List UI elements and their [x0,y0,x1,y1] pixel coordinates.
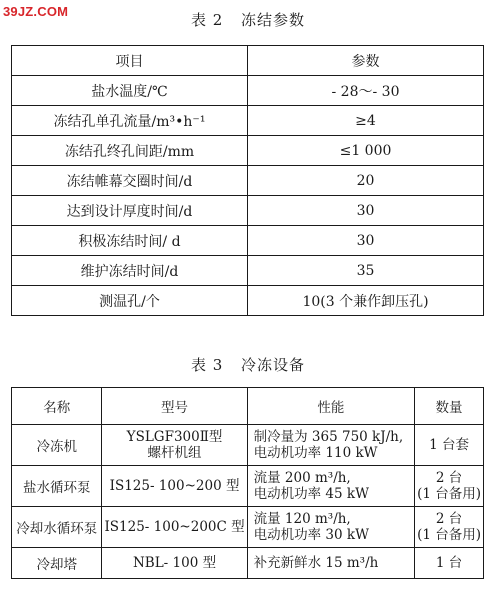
value-cell: 20 [248,166,484,196]
header-name: 名称 [12,388,102,425]
item-cell: 达到设计厚度时间/d [12,196,248,226]
value-cell: 10(3 个兼作卸压孔) [248,286,484,316]
header-performance: 性能 [247,388,414,425]
table1-caption [0,9,496,30]
table1-caption-number: 表 2 [190,11,224,29]
name-cell: 盐水循环泵 [12,466,102,507]
model-cell [102,548,247,579]
table-row [12,76,484,106]
table-row [12,507,484,548]
model-line: IS125- 100~200C 型 [104,519,245,535]
name-cell: 冷却塔 [12,548,102,579]
quantity-line: 2 台 [435,470,463,486]
header-item: 项目 [12,46,248,76]
table-row [12,548,484,579]
header-parameter: 参数 [248,46,484,76]
quantity-cell [415,466,484,507]
value-cell: 30 [248,196,484,226]
name-cell: 冷却水循环泵 [12,507,102,548]
quantity-line: (1 台备用) [417,486,481,502]
item-cell: 测温孔/个 [12,286,248,316]
quantity-cell [415,548,484,579]
model-line: NBL- 100 型 [132,555,217,571]
model-line: YSLGF300Ⅱ型 [126,429,223,445]
quantity-line: (1 台备用) [417,527,481,543]
table-row [12,226,484,256]
table-row [12,106,484,136]
performance-line: 制冷量为 365 750 kJ/h, [253,429,404,445]
header-model: 型号 [102,388,247,425]
table1-caption-title: 冻结参数 [241,11,306,29]
quantity-line: 1 台套 [429,437,469,453]
performance-line: 电动机功率 45 kW [253,486,369,502]
freezing-equipment-table [11,387,484,579]
quantity-cell [415,507,484,548]
model-line: 螺杆机组 [147,445,202,461]
quantity-cell [415,425,484,466]
table-header-row [12,388,484,425]
value-cell: - 28～- 30 [248,76,484,106]
item-cell: 冻结孔单孔流量/m³•h⁻¹ [12,106,248,136]
table2-caption-title: 冷冻设备 [241,356,306,374]
model-line: IS125- 100~200 型 [109,478,240,494]
table-row [12,425,484,466]
value-cell: ≥4 [248,106,484,136]
performance-cell [247,548,414,579]
value-cell: ≤1 000 [248,136,484,166]
table-row [12,166,484,196]
performance-line: 补充新鲜水 15 m³/h [253,555,379,571]
quantity-line: 1 台 [435,555,463,571]
table2-caption-number: 表 3 [190,356,224,374]
performance-cell [247,425,414,466]
item-cell: 维护冻结时间/d [12,256,248,286]
name-cell: 冷冻机 [12,425,102,466]
table-row [12,286,484,316]
model-cell [102,507,247,548]
item-cell: 冻结孔终孔间距/mm [12,136,248,166]
performance-line: 电动机功率 30 kW [253,527,369,543]
performance-line: 流量 120 m³/h, [253,511,351,527]
freezing-parameters-table [11,45,484,316]
model-cell [102,425,247,466]
table-header-row [12,46,484,76]
performance-line: 流量 200 m³/h, [253,470,351,486]
performance-cell [247,466,414,507]
performance-line: 电动机功率 110 kW [253,445,378,461]
item-cell: 积极冻结时间/ d [12,226,248,256]
performance-cell [247,507,414,548]
model-cell [102,466,247,507]
value-cell: 30 [248,226,484,256]
value-cell: 35 [248,256,484,286]
header-quantity: 数量 [415,388,484,425]
site-watermark: 39JZ.COM [3,4,69,19]
item-cell: 冻结帷幕交圈时间/d [12,166,248,196]
table-row [12,136,484,166]
item-cell: 盐水温度/℃ [12,76,248,106]
quantity-line: 2 台 [435,511,463,527]
table-row [12,256,484,286]
table-row [12,196,484,226]
table-row [12,466,484,507]
table2-caption [0,354,496,375]
